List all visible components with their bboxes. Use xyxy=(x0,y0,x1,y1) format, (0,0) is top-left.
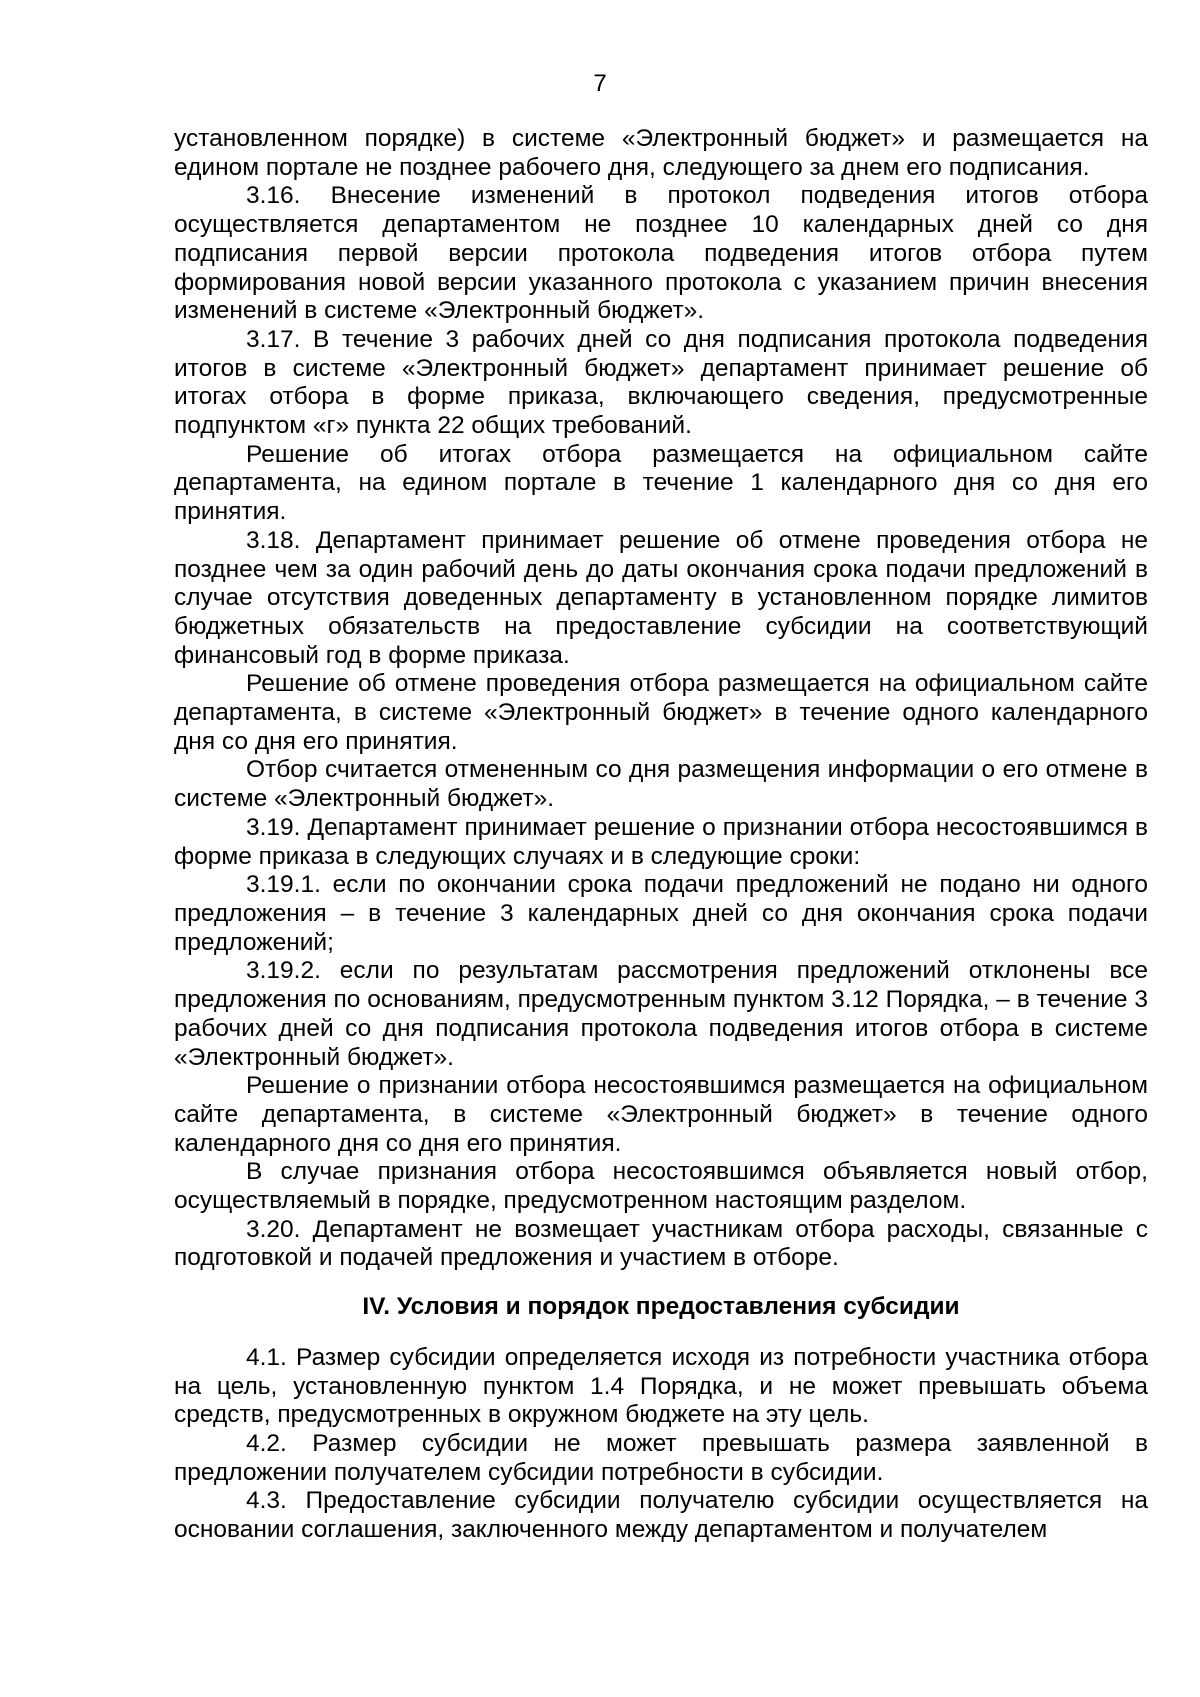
paragraph-4-3: 4.3. Предоставление субсидии получателю субсидии осуществляется на основании соглашения, заключенного между департаментом и получателем xyxy=(174,1487,1148,1544)
paragraph-3-17: 3.17. В течение 3 рабочих дней со дня подписания протокола подведения итогов в системе «Электронный бюджет» департамент принимает решение об итогах отбора в форме приказа, включающего сведения, предусмотренные подпунктом «г» пункта 22 общих требований. xyxy=(174,325,1148,440)
paragraph-3-18: 3.18. Департамент принимает решение об отмене проведения отбора не позднее чем за один рабочий день до даты окончания срока подачи предложений в случае отсутствия доведенных департаменту в установленном порядке лимитов бюджетных обязательств на предоставление субсидии на соответствующий финансовый год в форме приказа. xyxy=(174,526,1148,669)
paragraph-3-19-1: 3.19.1. если по окончании срока подачи предложений не подано ни одного предложения – в течение 3 календарных дней со дня окончания срока подачи предложений; xyxy=(174,871,1148,956)
paragraph-results-publication: Решение об итогах отбора размещается на официальном сайте департамента, на едином портале в течение 1 календарного дня со дня его принятия. xyxy=(174,440,1148,526)
paragraph-3-20: 3.20. Департамент не возмещает участникам отбора расходы, связанные с подготовкой и подачей предложения и участием в отборе. xyxy=(174,1215,1148,1272)
paragraph-failed-publication: Решение о признании отбора несостоявшимся размещается на официальном сайте департамента, в системе «Электронный бюджет» в течение одного календарного дня со дня его принятия. xyxy=(174,1072,1148,1157)
page-number: 7 xyxy=(593,70,607,97)
paragraph-4-2: 4.2. Размер субсидии не может превышать размера заявленной в предложении получателем субсидии потребности в субсидии. xyxy=(174,1429,1148,1486)
paragraph-4-1: 4.1. Размер субсидии определяется исходя из потребности участника отбора на цель, установленную пунктом 1.4 Порядка, и не может превышать объема средств, предусмотренных в окружном бюджете на эту цель. xyxy=(174,1343,1148,1429)
paragraph-cancel-publication: Решение об отмене проведения отбора размещается на официальном сайте департамента, в системе «Электронный бюджет» в течение одного календарного дня со дня его принятия. xyxy=(174,670,1148,755)
paragraph-3-16: 3.16. Внесение изменений в протокол подведения итогов отбора осуществляется департаментом не позднее 10 календарных дней со дня подписания первой версии протокола подведения итогов отбора путем формирования новой версии указанного протокола с указанием причин внесения изменений в системе «Электронный бюджет». xyxy=(174,182,1148,325)
document-body xyxy=(174,125,1148,1545)
paragraph-3-19: 3.19. Департамент принимает решение о признании отбора несостоявшимся в форме приказа в следующих случаях и в следующие сроки: xyxy=(174,813,1148,870)
paragraph-new-selection: В случае признания отбора несостоявшимся объявляется новый отбор, осуществляемый в порядке, предусмотренном настоящим разделом. xyxy=(174,1158,1148,1215)
section-heading: IV. Условия и порядок предоставления субсидии xyxy=(362,1293,960,1321)
paragraph-cancel-effective: Отбор считается отмененным со дня размещения информации о его отмене в системе «Электронный бюджет». xyxy=(174,756,1148,813)
paragraph-continuation: установленном порядке) в системе «Электронный бюджет» и размещается на едином портале не позднее рабочего дня, следующего за днем его подписания. xyxy=(174,125,1148,181)
paragraph-3-19-2: 3.19.2. если по результатам рассмотрения предложений отклонены все предложения по основаниям, предусмотренным пунктом 3.12 Порядка, – в течение 3 рабочих дней со дня подписания протокола подведения итогов отбора в системе «Электронный бюджет». xyxy=(174,957,1148,1071)
